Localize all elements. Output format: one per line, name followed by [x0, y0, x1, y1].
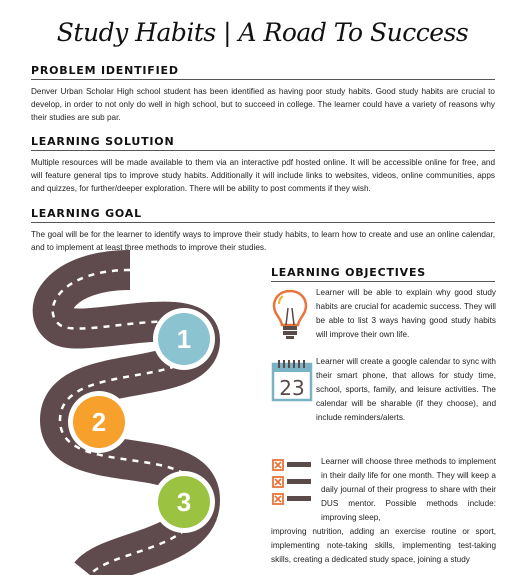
objective-3-text: Learner will choose three methods to implement in their daily life for one month. They will keep a daily journal of their progress to share with their DUS mentor. Possible methods include: improving sleep, [321, 457, 496, 522]
calendar-number: 23 [279, 376, 305, 400]
road-step-3 [153, 471, 215, 533]
page-title: Study Habits | A Road To Success [56, 18, 469, 47]
step-number: 2 [91, 407, 107, 437]
calendar-icon [271, 358, 313, 402]
section-learning-goal [31, 207, 495, 254]
section-body: Multiple resources will be made available to them via an interactive pdf hosted online. It will be accessible online for free, and will feature general tips to improve study habits. Additionally it will include links to websites, videos, online communities, apps and quizzes, for further/deeper exploration. There will be ability to post comments if they wish. [31, 158, 495, 193]
section-body: Denver Urban Scholar High school student has been identified as having poor study habits. Good study habits are crucial to develop, in order to not only do well in high school, but to succeed in college. The learner could have a variety of reasons why their studies are sub par. [31, 87, 495, 122]
section-heading: PROBLEM IDENTIFIED [31, 64, 495, 80]
step-number: 3 [176, 487, 192, 517]
road-step-1 [153, 308, 215, 370]
objectives-heading: LEARNING OBJECTIVES [271, 266, 495, 282]
lightbulb-icon [271, 288, 309, 340]
section-heading: LEARNING SOLUTION [31, 135, 495, 151]
winding-road-illustration [0, 250, 260, 575]
section-body: The goal will be for the learner to identify ways to improve their study habits, to learn how to create and use an online calendar, and to implement at least three methods to improve their studies. [31, 230, 495, 252]
road-step-2 [68, 391, 130, 453]
step-number: 1 [176, 324, 192, 354]
objective-2-text: Learner will create a google calendar to sync with their smart phone, that allows for study time, school, sports, family, and leisure activities. The calendar will be sharable (if they choose), and include reminders/alerts. [316, 357, 496, 422]
checklist-icon [271, 457, 313, 509]
objective-1-text: Learner will be able to explain why good study habits are crucial for academic success. They will be able to list 3 ways having good study habits will improve their own life. [316, 288, 496, 339]
section-problem-identified [31, 64, 495, 124]
section-heading: LEARNING GOAL [31, 207, 495, 223]
objective-3-text-continued: improving nutrition, adding an exercise routine or sport, implementing note-taking skills, implementing test-taking skills, creating a dedicated study space, joining a study [271, 527, 496, 564]
section-learning-solution [31, 135, 495, 195]
